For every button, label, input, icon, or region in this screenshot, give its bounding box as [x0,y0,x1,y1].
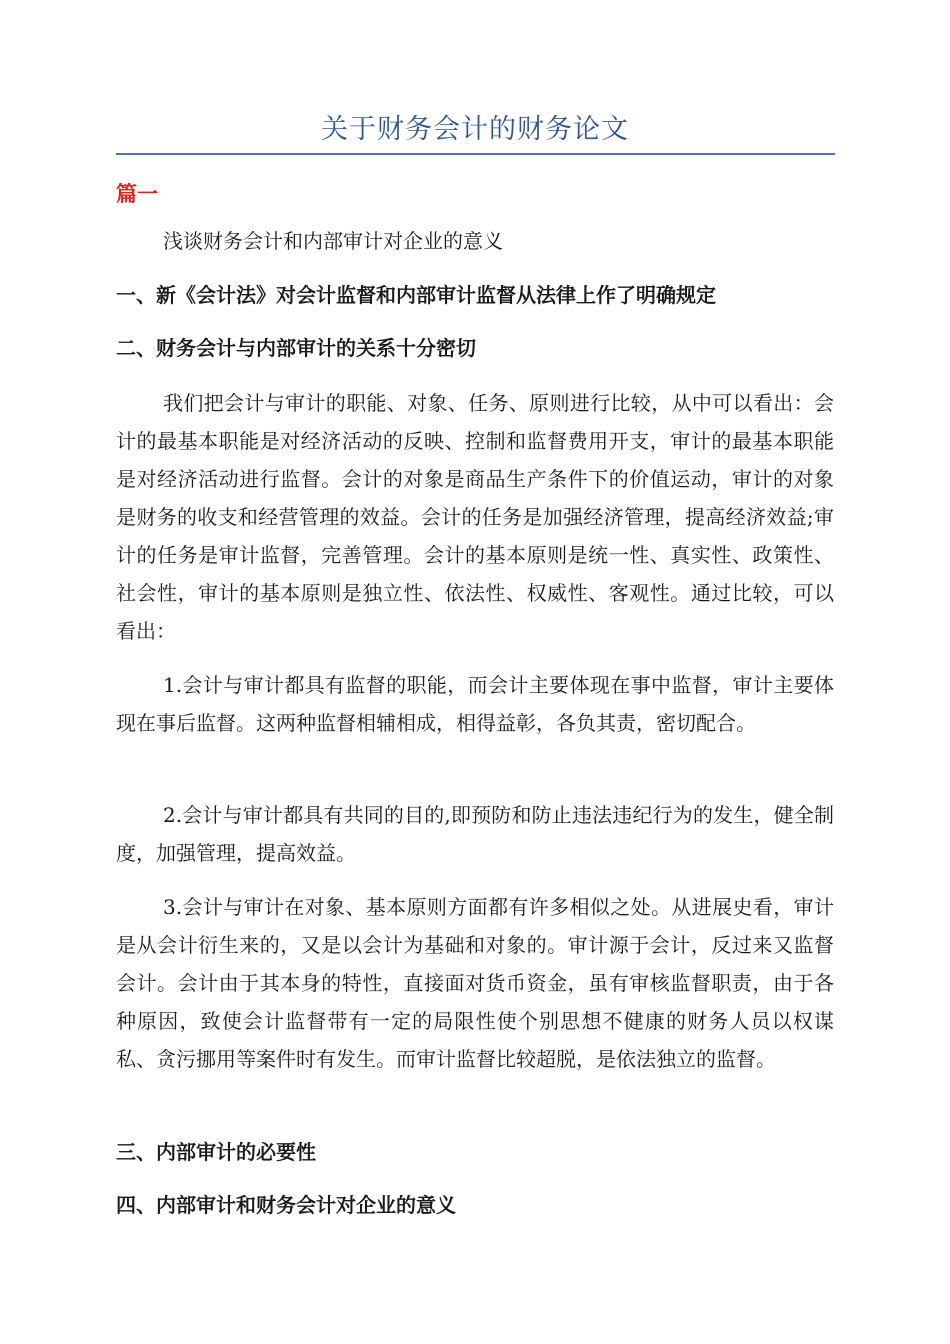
paragraph-point-1: 1.会计与审计都具有监督的职能，而会计主要体现在事中监督，审计主要体现在事后监督。这两种监督相辅相成，相得益彰，各负其责，密切配合。 [116,673,834,735]
heading-2: 二、财务会计与内部审计的关系十分密切 [116,336,476,360]
paragraph-point-2: 2.会计与审计都具有共同的目的,即预防和防止违法违纪行为的发生，健全制度，加强管理，提高效益。 [116,803,834,865]
paragraph-point-3: 3.会计与审计在对象、基本原则方面都有许多相似之处。从进展史看，审计是从会计衍生来的，又是以会计为基础和对象的。审计源于会计，反过来又监督会计。会计由于其本身的特性，直接面对货币资金，虽有审核监督职责，由于各种原因，致使会计监督带有一定的局限性使个别思想不健康的财务人员以权谋私、贪污挪用等案件时有发生。而审计监督比较超脱，是依法独立的监督。 [116,895,834,1071]
heading-1: 一、新《会计法》对会计监督和内部审计监督从法律上作了明确规定 [116,283,716,307]
title-underline [116,153,835,155]
heading-3: 三、内部审计的必要性 [116,1140,316,1164]
section-tag: 篇一 [116,182,158,206]
document-title: 关于财务会计的财务论文 [321,114,629,145]
paragraph-comparison: 我们把会计与审计的职能、对象、任务、原则进行比较，从中可以看出：会计的最基本职能是对经济活动的反映、控制和监督费用开支，审计的最基本职能是对经济活动进行监督。会计的对象是商品生产条件下的价值运动，审计的对象是财务的收支和经营管理的效益。会计的任务是加强经济管理，提高经济效益;审计的任务是审计监督，完善管理。会计的基本原则是统一性、真实性、政策性、社会性，审计的基本原则是独立性、依法性、权威性、客观性。通过比较，可以看出： [116,391,834,643]
article-subtitle: 浅谈财务会计和内部审计对企业的意义 [163,229,503,253]
heading-4: 四、内部审计和财务会计对企业的意义 [116,1193,456,1217]
